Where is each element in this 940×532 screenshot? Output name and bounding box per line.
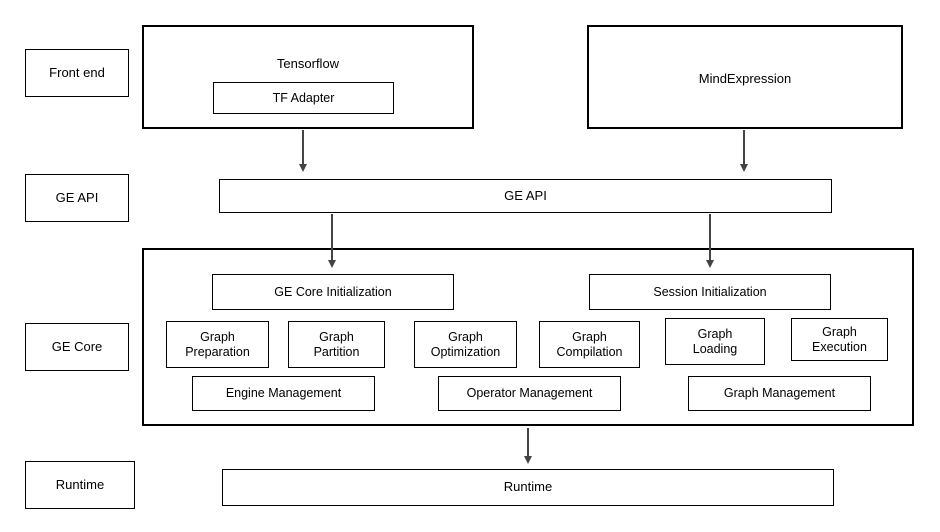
module-graph-execution xyxy=(791,318,888,361)
module-graph-compilation xyxy=(539,321,640,368)
module-graph-optimization xyxy=(414,321,517,368)
module-operator-management xyxy=(438,376,621,411)
module-graph-loading-label: Graph Loading xyxy=(692,327,738,356)
layer-label-front-end-text: Front end xyxy=(49,64,105,80)
module-graph-management xyxy=(688,376,871,411)
module-graph-preparation xyxy=(166,321,269,368)
mindexpression-container xyxy=(587,25,903,129)
module-graph-loading xyxy=(665,318,765,365)
module-engine-management-label: Engine Management xyxy=(225,386,342,401)
module-engine-management xyxy=(192,376,375,411)
module-graph-optimization-label: Graph Optimization xyxy=(430,330,501,359)
session-initialization-box xyxy=(589,274,831,310)
runtime-bar xyxy=(222,469,834,506)
module-graph-partition xyxy=(288,321,385,368)
layer-label-runtime xyxy=(25,461,135,509)
ge-core-initialization-box xyxy=(212,274,454,310)
mindexpression-title: MindExpression xyxy=(698,71,792,86)
tensorflow-title: Tensorflow xyxy=(276,56,340,71)
ge-core-initialization-label: GE Core Initialization xyxy=(274,284,392,299)
module-graph-preparation-label: Graph Preparation xyxy=(185,330,250,359)
session-initialization-label: Session Initialization xyxy=(653,284,767,299)
module-operator-management-label: Operator Management xyxy=(466,386,593,401)
layer-label-ge-api-text: GE API xyxy=(55,189,99,205)
layer-label-front-end xyxy=(25,49,129,97)
layer-label-ge-core xyxy=(25,323,129,371)
module-graph-partition-label: Graph Partition xyxy=(313,330,360,359)
module-graph-management-label: Graph Management xyxy=(723,386,836,401)
layer-label-ge-core-text: GE Core xyxy=(51,338,103,354)
layer-label-ge-api xyxy=(25,174,129,222)
module-graph-compilation-label: Graph Compilation xyxy=(556,330,623,359)
runtime-bar-label: Runtime xyxy=(503,479,553,495)
ge-api-bar xyxy=(219,179,832,213)
module-graph-execution-label: Graph Execution xyxy=(812,325,867,354)
tf-adapter-box xyxy=(213,82,394,114)
layer-label-runtime-text: Runtime xyxy=(55,476,105,492)
ge-api-bar-label: GE API xyxy=(504,187,547,203)
tf-adapter-label: TF Adapter xyxy=(272,90,335,105)
